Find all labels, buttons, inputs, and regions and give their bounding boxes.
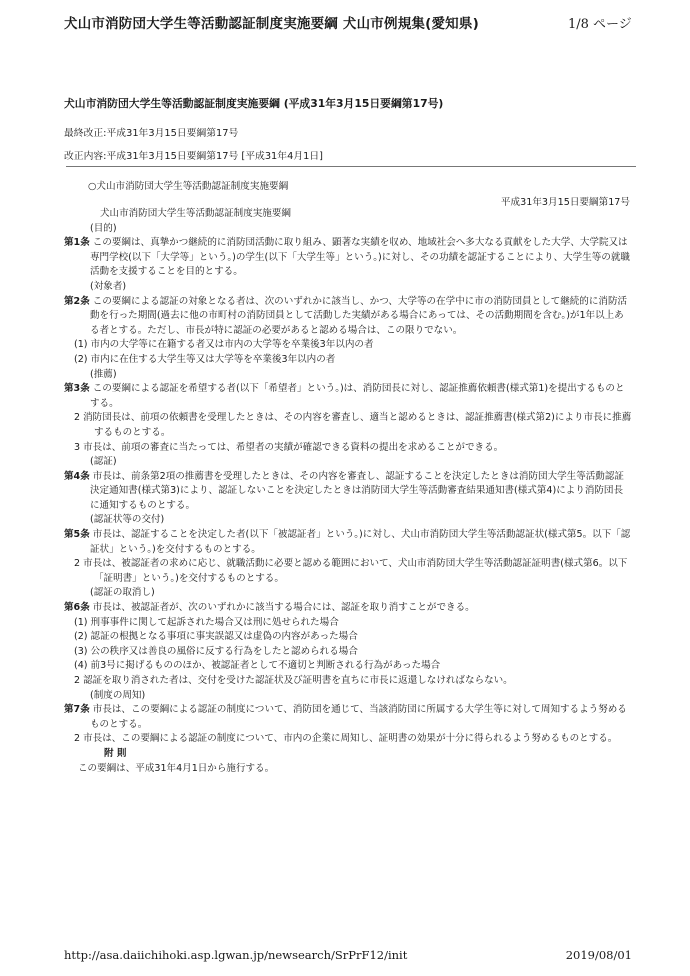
list-item: (3) 公の秩序又は善良の風俗に反する行為をしたと認められる場合 bbox=[74, 645, 358, 657]
paragraph: 2 市長は、この要綱による認証の制度について、市内の企業に周知し、証明書の効果が十分に得られるよう努めるものとする。 bbox=[74, 733, 618, 745]
article-caption: (推薦) bbox=[90, 368, 117, 380]
article-text: 市長は、被認証者が、次のいずれかに該当する場合には、認証を取り消すことができる。 bbox=[92, 602, 475, 614]
page-indicator: 1/8 ページ bbox=[568, 17, 632, 32]
article-number: 第4条 bbox=[64, 470, 90, 482]
article-1 bbox=[64, 236, 632, 280]
article-number: 第1条 bbox=[64, 237, 90, 249]
article-3 bbox=[64, 382, 632, 411]
article-6 bbox=[64, 601, 632, 616]
article-5 bbox=[64, 528, 632, 557]
article-text: この要綱は、真摯かつ継続的に消防団活動に取り組み、顕著な実績を収め、地域社会へ多大なる貢献をした大学、大学院又は専門学校(以下「大学等」という。)の学生(以下「大学生等」という。)に対し、その功績を認証することにより、大学生等の就職活動を支援することを目的とする。 bbox=[90, 237, 630, 278]
supplementary-provisions-heading: 附 則 bbox=[104, 747, 127, 759]
article-caption: (認証の取消し) bbox=[90, 587, 155, 599]
list-item: (1) 刑事事件に関して起訴された場合又は刑に処せられた場合 bbox=[74, 616, 339, 628]
list-item: (1) 市内の大学等に在籍する者又は市内の大学等を卒業後3年以内の者 bbox=[74, 339, 374, 351]
article-number: 第7条 bbox=[64, 704, 90, 716]
regulation-number: 平成31年3月15日要綱第17号 bbox=[500, 197, 630, 208]
article-caption: (認証) bbox=[90, 456, 117, 468]
article-number: 第2条 bbox=[64, 295, 90, 307]
print-footer-date: 2019/08/01 bbox=[565, 948, 632, 962]
paragraph: 2 市長は、被認証者の求めに応じ、就職活動に必要と認める範囲において、犬山市消防団大学生等活動認証証明書(様式第6。以下「証明書」という。)を交付するものとする。 bbox=[74, 558, 628, 584]
print-footer-url: http://asa.daiichihoki.asp.lgwan.jp/newsearch/SrPrF12/init bbox=[64, 948, 408, 962]
list-item: (4) 前3号に掲げるもののほか、被認証者として不適切と判断される行為があった場合 bbox=[74, 660, 441, 672]
article-caption: (制度の周知) bbox=[90, 689, 146, 701]
article-text: 市長は、この要綱による認証の制度について、消防団を通じて、当該消防団に所属する大学生等に対して周知するよう努めるものとする。 bbox=[90, 704, 627, 730]
article-text: この要綱による認証を希望する者(以下「希望者」という。)は、消防団長に対し、認証推薦依頼書(様式第1)を提出するものとする。 bbox=[90, 383, 625, 409]
regulation-body bbox=[64, 207, 632, 776]
list-item: (2) 認証の根拠となる事項に事実誤認又は虚偽の内容があった場合 bbox=[74, 631, 358, 643]
print-header-title: 犬山市消防団大学生等活動認証制度実施要綱 犬山市例規集(愛知県) bbox=[64, 16, 479, 32]
article-caption: (認証状等の交付) bbox=[90, 514, 165, 526]
article-caption: (目的) bbox=[90, 222, 117, 234]
article-text: 市長は、前条第2項の推薦書を受理したときは、その内容を審査し、認証することを決定したときは消防団大学生等活動認証決定通知書(様式第3)により、認証しないことを決定したときは消防団大学生等活動審査結果通知書(様式第4)により消防団長に通知するものとする。 bbox=[90, 470, 624, 511]
regulation-title: ○犬山市消防団大学生等活動認証制度実施要綱 bbox=[88, 181, 289, 192]
article-7 bbox=[64, 703, 632, 732]
article-number: 第5条 bbox=[64, 529, 90, 541]
article-caption: (対象者) bbox=[90, 280, 127, 292]
list-item: (2) 市内に在住する大学生等又は大学等を卒業後3年以内の者 bbox=[74, 353, 336, 365]
article-2 bbox=[64, 295, 632, 339]
paragraph: 2 認証を取り消された者は、交付を受けた認証状及び証明書を直ちに市長に返還しなければならない。 bbox=[74, 675, 513, 686]
paragraph: 3 市長は、前項の審査に当たっては、希望者の実績が確認できる資料の提出を求めることができる。 bbox=[74, 441, 504, 453]
last-revision: 最終改正:平成31年3月15日要綱第17号 bbox=[64, 128, 239, 139]
article-number: 第6条 bbox=[64, 602, 90, 614]
article-number: 第3条 bbox=[64, 383, 90, 395]
divider bbox=[66, 166, 636, 167]
effective-date-text: この要綱は、平成31年4月1日から施行する。 bbox=[78, 762, 275, 774]
document-heading: 犬山市消防団大学生等活動認証制度実施要綱 (平成31年3月15日要綱第17号) bbox=[64, 97, 444, 110]
paragraph: 2 消防団長は、前項の依頼書を受理したときは、その内容を審査し、適当と認めるときは、認証推薦書(様式第2)により市長に推薦するものとする。 bbox=[74, 412, 632, 438]
article-text: 市長は、認証することを決定した者(以下「被認証者」という。)に対し、犬山市消防団大学生等活動認証状(様式第5。以下「認証状」という。)を交付するものとする。 bbox=[90, 529, 631, 555]
article-text: この要綱による認証の対象となる者は、次のいずれかに該当し、かつ、大学等の在学中に市の消防団員として継続的に消防活動を行った期間(過去に他の市町村の消防団員として活動した実績がある場合にあっては、その活動期間を含む。)が1年以上ある者とする。ただし、市長が特に認証の必要があると認める場合は、この限りでない。 bbox=[90, 295, 628, 336]
article-4 bbox=[64, 470, 632, 514]
revision-content: 改正内容:平成31年3月15日要綱第17号 [平成31年4月1日] bbox=[64, 151, 323, 162]
regulation-name: 犬山市消防団大学生等活動認証制度実施要綱 bbox=[100, 208, 291, 219]
